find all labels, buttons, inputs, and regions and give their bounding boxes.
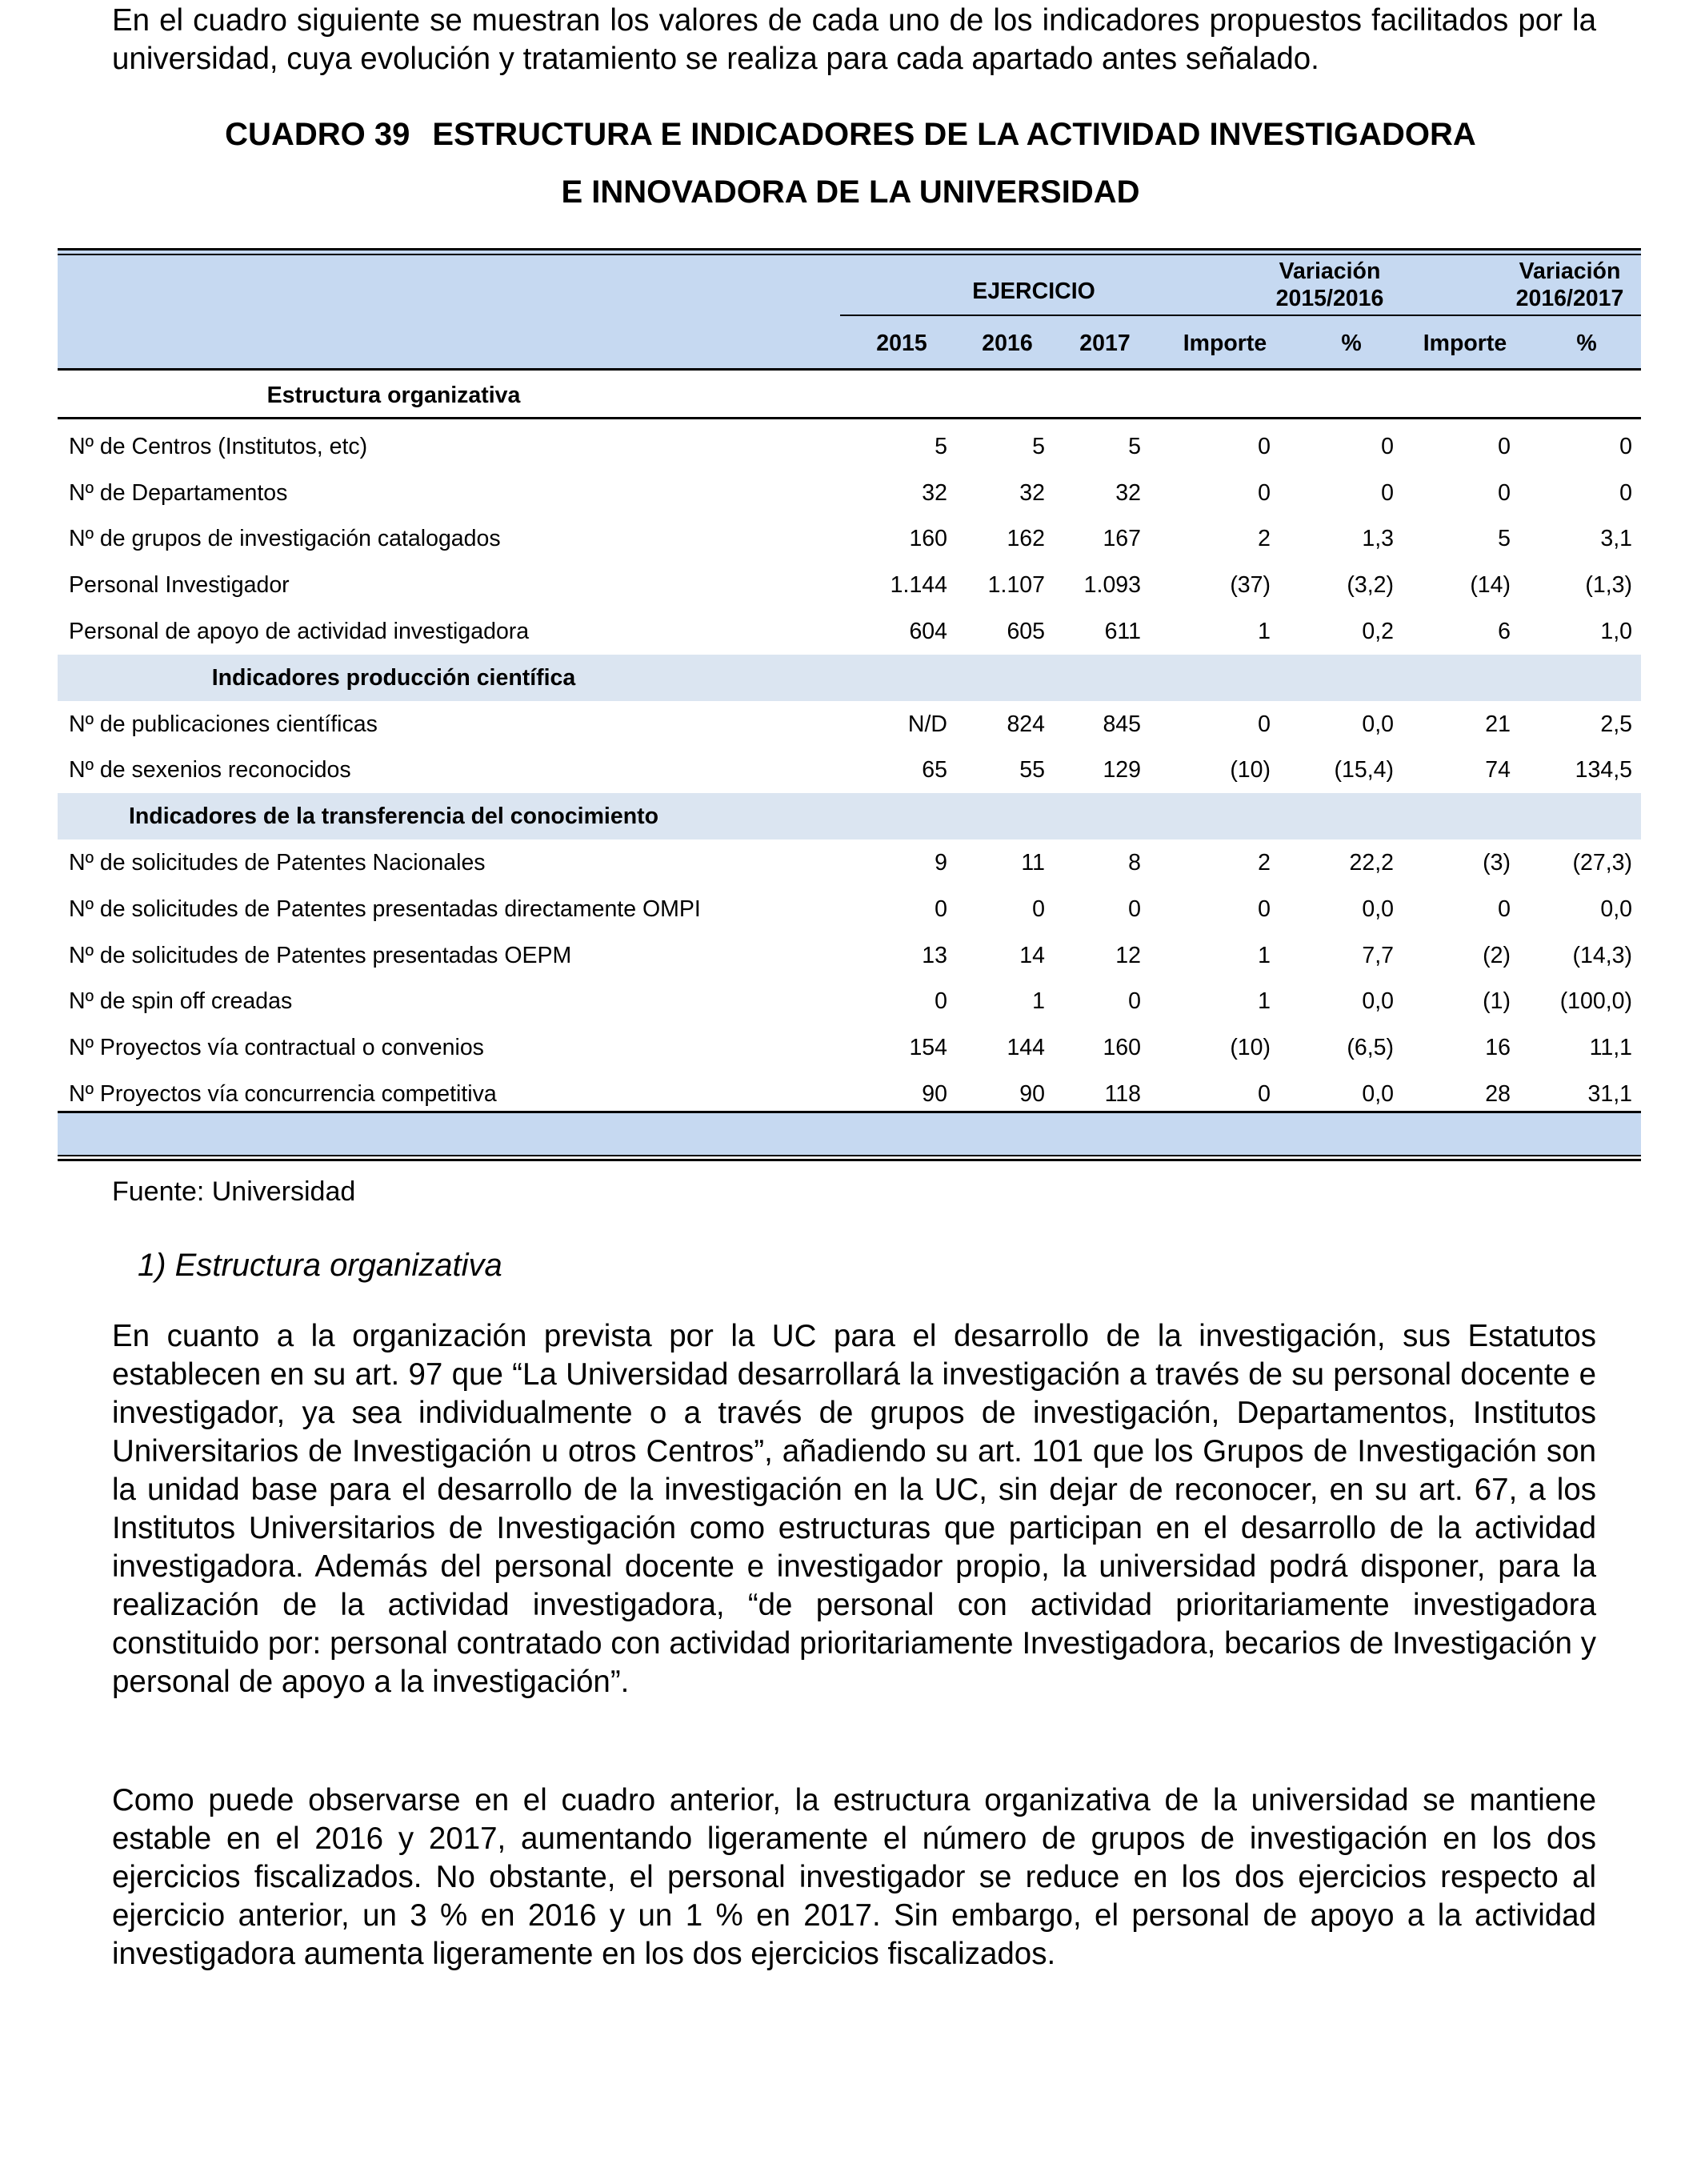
table-row — [58, 886, 1641, 932]
body-paragraph-2: Como puede observarse en el cuadro anterior, la estructura organizativa de la universidad se mantiene estable en el 2016 y 2017, aumentando ligeramente el número de grupos de investigación en los dos ejercicios fiscalizados. No obstante, el personal investigador se reduce en los dos ejercicios respecto al ejercicio anterior, un 3 % en 2016 y un 1 % en 2017. Sin embargo, el personal de apoyo a la actividad investigadora aumenta ligeramente en los dos ejercicios fiscalizados. — [112, 1783, 1596, 1971]
cell-value: 0 — [1498, 896, 1511, 922]
row-label: Nº de Departamentos — [69, 479, 288, 506]
cell-value: 0,0 — [1362, 711, 1394, 737]
cell-value: (6,5) — [1347, 1035, 1394, 1061]
table-row — [58, 515, 1641, 562]
cell-value: 1,0 — [1600, 619, 1632, 644]
header-var1-line2: 2015/2016 — [1275, 286, 1384, 311]
cell-value: 160 — [1103, 1035, 1141, 1061]
cell-value: 0,0 — [1362, 1081, 1394, 1107]
header-bottom-rule — [58, 368, 1641, 371]
column-header-0: 2015 — [876, 331, 927, 356]
cell-value: 144 — [1007, 1035, 1045, 1061]
table-row — [58, 747, 1641, 793]
cell-value: 28 — [1485, 1081, 1511, 1107]
row-label: Nº de solicitudes de Patentes presentadas directamente OMPI — [69, 896, 701, 922]
cell-value: 0 — [1498, 479, 1511, 506]
column-header-1: 2016 — [982, 331, 1033, 356]
table-row — [58, 978, 1641, 1024]
cell-value: 134,5 — [1575, 757, 1632, 783]
cell-value: 0 — [1258, 433, 1271, 459]
row-label: Personal de apoyo de actividad investigadora — [69, 619, 530, 644]
footer-top-rule — [58, 1111, 1641, 1113]
cell-value: 162 — [1007, 526, 1045, 552]
cell-value: 2,5 — [1600, 711, 1632, 737]
cell-value: 55 — [1019, 757, 1045, 783]
cell-value: 2 — [1258, 850, 1271, 876]
cell-value: (14,3) — [1572, 942, 1632, 968]
cell-value: 90 — [1019, 1081, 1045, 1107]
row-label: Personal Investigador — [69, 572, 290, 599]
cell-value: 1.093 — [1083, 572, 1141, 599]
table-footer-band — [58, 1112, 1641, 1156]
cell-value: 5 — [1498, 526, 1511, 552]
table-title-line1 — [0, 114, 1701, 155]
section-title: Indicadores producción científica — [211, 664, 576, 691]
cell-value: 605 — [1007, 619, 1045, 644]
cell-value: 65 — [922, 757, 947, 783]
column-header-4: % — [1341, 331, 1362, 356]
body-paragraph-1: En cuanto a la organización prevista por la UC para el desarrollo de la investigación, sus Estatutos establecen en su art. 97 que “La Universidad desarrollará la investigación a través de su personal docente e investigador, ya sea individualmente o a través de grupos de investigación, Departamentos, Institutos Universitarios de Investigación u otros Centros”, añadiendo su art. 101 que los Grupos de Investigación son la unidad base para el desarrollo de la investigación en la UC, sin dejar de reconocer, en su art. 67, a los Institutos Universitarios de Investigación como estructuras que participan en el desarrollo de la actividad investigadora. Además del personal docente e investigador propio, la universidad podrá disponer, para la realización de la actividad investigadora, “de personal con actividad prioritariamente investigadora constituido por: personal contratado con actividad prioritariamente Investigadora, becarios de Investigación y personal de apoyo a la investigación”. — [112, 1319, 1596, 1699]
header-var2-line2: 2016/2017 — [1515, 286, 1624, 311]
cell-value: 0 — [1258, 1081, 1271, 1107]
cell-value: 16 — [1485, 1035, 1511, 1061]
cell-value: 1 — [1258, 988, 1271, 1015]
cell-value: (1) — [1483, 988, 1511, 1015]
cell-value: 1 — [1258, 619, 1271, 644]
footer-bottom-rule-outer — [58, 1159, 1641, 1161]
cell-value: 0 — [1619, 433, 1632, 459]
cell-value: 32 — [922, 479, 947, 506]
cell-value: 1.144 — [890, 572, 947, 599]
cell-value: 129 — [1103, 757, 1141, 783]
cell-value: 611 — [1104, 619, 1141, 644]
table-title-text: ESTRUCTURA E INDICADORES DE LA ACTIVIDAD INVESTIGADORA — [432, 117, 1476, 152]
section-heading: 1) Estructura organizativa — [138, 1248, 502, 1283]
column-header-2: 2017 — [1079, 331, 1131, 356]
table-row — [58, 840, 1641, 886]
cell-value: 0 — [1381, 479, 1394, 506]
cell-value: (10) — [1230, 757, 1271, 783]
table-row — [58, 608, 1641, 655]
cell-value: 824 — [1007, 711, 1045, 737]
cell-value: 13 — [922, 942, 947, 968]
table-row — [58, 562, 1641, 608]
cell-value: (3,2) — [1347, 572, 1394, 599]
cell-value: 12 — [1115, 942, 1141, 968]
header-ejercicio: EJERCICIO — [972, 279, 1095, 304]
cell-value: 32 — [1019, 479, 1045, 506]
cell-value: 0 — [1498, 433, 1511, 459]
cell-value: 845 — [1103, 711, 1141, 737]
section-row — [58, 372, 1641, 419]
cell-value: 1,3 — [1362, 526, 1394, 552]
table-number: CUADRO 39 — [225, 117, 410, 152]
header-variacion-2015-2016 — [1210, 258, 1450, 312]
cell-value: 0 — [1381, 433, 1394, 459]
cell-value: 0 — [1032, 896, 1045, 922]
section-row — [58, 655, 1641, 701]
column-header-6: % — [1576, 331, 1597, 356]
cell-value: 7,7 — [1362, 942, 1394, 968]
row-label: Nº de publicaciones científicas — [69, 711, 378, 737]
cell-value: (3) — [1483, 850, 1511, 876]
cell-value: (2) — [1483, 942, 1511, 968]
row-label: Nº de grupos de investigación catalogados — [69, 526, 501, 552]
cell-value: 1 — [1032, 988, 1045, 1015]
section-title: Estructura organizativa — [266, 383, 521, 408]
cell-value: (37) — [1230, 572, 1271, 599]
table-title-line2: E INNOVADORA DE LA UNIVERSIDAD — [561, 174, 1140, 210]
section-row — [58, 793, 1641, 840]
cell-value: 154 — [909, 1035, 947, 1061]
cell-value: 0,0 — [1600, 896, 1632, 922]
footer-bottom-rule — [58, 1155, 1641, 1156]
cell-value: 21 — [1485, 711, 1511, 737]
row-label: Nº Proyectos vía contractual o convenios — [69, 1035, 484, 1061]
header-top-rule — [58, 248, 1641, 250]
cell-value: (14) — [1470, 572, 1511, 599]
header-var1-line1: Variación — [1279, 258, 1381, 284]
cell-value: 0 — [1619, 479, 1632, 506]
cell-value: (10) — [1230, 1035, 1271, 1061]
cell-value: 5 — [935, 433, 947, 459]
cell-value: N/D — [907, 711, 947, 737]
cell-value: 0 — [1258, 896, 1271, 922]
cell-value: 2 — [1258, 526, 1271, 552]
table-row — [58, 1024, 1641, 1071]
cell-value: 1 — [1258, 942, 1271, 968]
header-var2-line1: Variación — [1519, 258, 1621, 284]
cell-value: 0 — [1128, 896, 1141, 922]
cell-value: 9 — [935, 850, 947, 876]
cell-value: 74 — [1485, 757, 1511, 783]
cell-value: 1.107 — [987, 572, 1045, 599]
cell-value: 0 — [1258, 479, 1271, 506]
cell-value: 0 — [935, 988, 947, 1015]
cell-value: (15,4) — [1334, 757, 1394, 783]
cell-value: 0 — [935, 896, 947, 922]
cell-value: 0 — [1128, 988, 1141, 1015]
cell-value: 0 — [1258, 711, 1271, 737]
cell-value: 31,1 — [1587, 1081, 1632, 1107]
header-top-rule-inner — [58, 254, 1641, 255]
table-row — [58, 423, 1641, 470]
header-variacion-2016-2017 — [1450, 258, 1690, 312]
cell-value: 6 — [1498, 619, 1511, 644]
cell-value: 32 — [1115, 479, 1141, 506]
column-header-3: Importe — [1183, 331, 1267, 356]
cell-value: 604 — [909, 619, 947, 644]
cell-value: 8 — [1128, 850, 1141, 876]
row-label: Nº de spin off creadas — [69, 988, 293, 1015]
row-label: Nº de sexenios reconocidos — [69, 757, 351, 783]
cell-value: 3,1 — [1600, 526, 1632, 552]
cell-value: 167 — [1103, 526, 1141, 552]
cell-value: 22,2 — [1349, 850, 1394, 876]
source-note: Fuente: Universidad — [112, 1176, 356, 1207]
row-label: Nº Proyectos vía concurrencia competitiva — [69, 1081, 497, 1107]
cell-value: 0,0 — [1362, 988, 1394, 1015]
cell-value: 14 — [1019, 942, 1045, 968]
row-label: Nº de solicitudes de Patentes presentadas OEPM — [69, 942, 572, 968]
header-divider — [840, 315, 1641, 316]
cell-value: (1,3) — [1585, 572, 1632, 599]
cell-value: 118 — [1104, 1081, 1141, 1107]
table-row — [58, 470, 1641, 516]
table-row — [58, 701, 1641, 747]
section-title: Indicadores de la transferencia del conocimiento — [128, 803, 659, 830]
cell-value: 5 — [1032, 433, 1045, 459]
section-rule — [58, 417, 1641, 419]
row-label: Nº de solicitudes de Patentes Nacionales — [69, 850, 486, 876]
cell-value: 0,2 — [1362, 619, 1394, 644]
cell-value: (100,0) — [1559, 988, 1632, 1015]
cell-value: 90 — [922, 1081, 947, 1107]
row-label: Nº de Centros (Institutos, etc) — [69, 433, 368, 459]
intro-paragraph: En el cuadro siguiente se muestran los valores de cada uno de los indicadores propuestos facilitados por la universidad, cuya evolución y tratamiento se realiza para cada apartado antes señalado. — [112, 3, 1596, 76]
cell-value: 11 — [1021, 850, 1045, 876]
column-header-5: Importe — [1423, 331, 1507, 356]
cell-value: 160 — [909, 526, 947, 552]
cell-value: 5 — [1128, 433, 1141, 459]
cell-value: (27,3) — [1572, 850, 1632, 876]
table-row — [58, 932, 1641, 979]
cell-value: 11,1 — [1589, 1035, 1632, 1061]
cell-value: 0,0 — [1362, 896, 1394, 922]
